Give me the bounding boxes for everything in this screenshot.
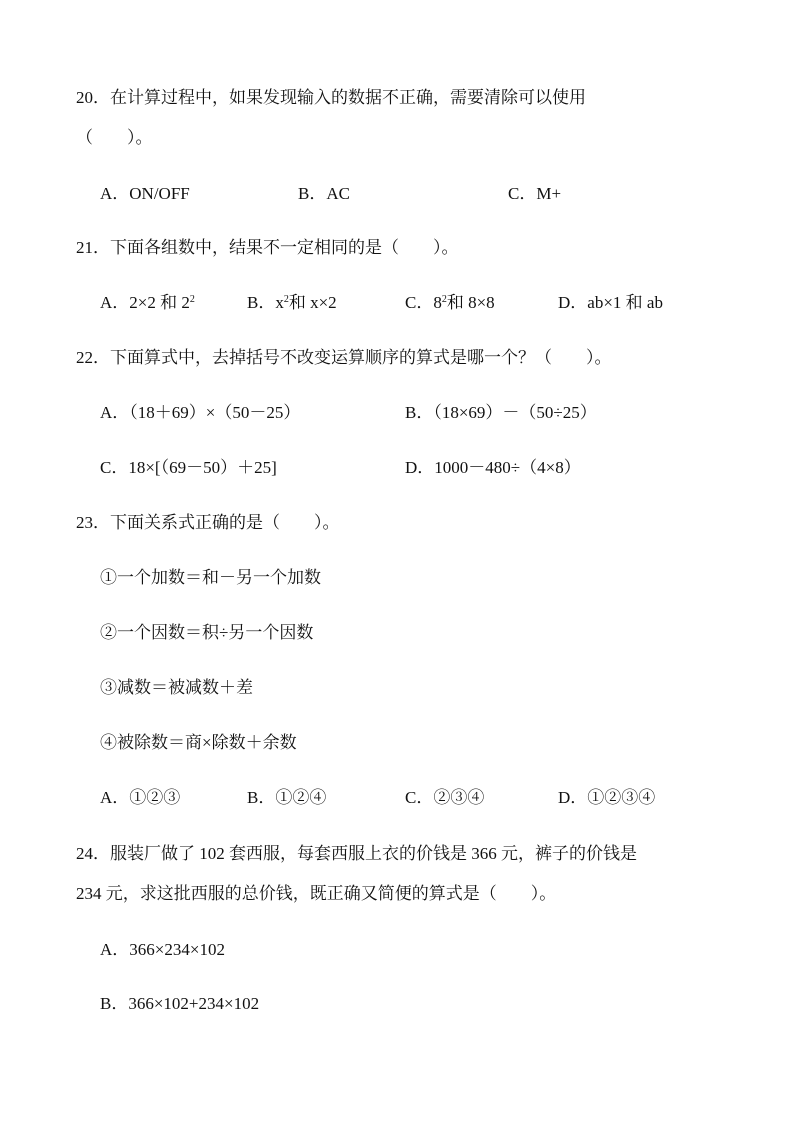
question-24-option-a: A．366×234×102: [100, 940, 225, 959]
question-21-option-d: [558, 292, 663, 314]
question-23-stem: 23．下面关系式正确的是（ ）。: [76, 513, 340, 532]
question-22-option-b: B．（18×69）－（50÷25）: [405, 403, 597, 422]
question-20-stem-line-1: 20．在计算过程中，如果发现输入的数据不正确，需要清除可以使用: [76, 88, 586, 107]
question-22-stem: 22．下面算式中，去掉括号不改变运算顺序的算式是哪一个？（ ）。: [76, 348, 612, 367]
question-23-option-b: B．①②④: [247, 788, 327, 807]
option-c-text-after: 和 8×8: [446, 293, 495, 312]
option-c-text: C．8: [405, 293, 442, 312]
question-20-option-b: B．AC: [298, 184, 350, 203]
question-20-stem-line-2: （ ）。: [76, 128, 153, 147]
question-23-statement-1: ①一个加数＝和－另一个加数: [100, 568, 321, 587]
question-23-option-a: A．①②③: [100, 788, 181, 807]
question-23-option-d: D．①②③④: [558, 788, 656, 807]
question-24-stem-line-1: 24．服装厂做了 102 套西服，每套西服上衣的价钱是 366 元，裤子的价钱是: [76, 844, 637, 863]
option-a-exponent: 2: [189, 294, 195, 305]
question-24-option-b: B．366×102+234×102: [100, 994, 260, 1013]
option-b-text-after: 和 x×2: [288, 293, 337, 312]
option-c-exponent: 2: [441, 294, 447, 305]
option-b-exponent: 2: [283, 294, 289, 305]
question-21-option-b: [247, 292, 337, 314]
question-20-option-c: C．M+: [508, 184, 562, 203]
question-22-option-c: C．18×[（69－50）＋25]: [100, 458, 277, 477]
question-21-option-a: [100, 292, 195, 314]
option-d-text: D．ab×1 和 ab: [558, 293, 663, 312]
option-a-text: A．2×2 和 2: [100, 293, 190, 312]
question-20-option-a: A．ON/OFF: [100, 184, 190, 203]
question-23-statement-3: ③减数＝被减数＋差: [100, 678, 253, 697]
option-b-text: B．x: [247, 293, 284, 312]
question-21-stem: 21．下面各组数中，结果不一定相同的是（ ）。: [76, 238, 459, 257]
question-22-option-a: A．（18＋69）×（50－25）: [100, 403, 301, 422]
question-23-option-c: C．②③④: [405, 788, 485, 807]
question-23-statement-2: ②一个因数＝积÷另一个因数: [100, 623, 314, 642]
question-24-stem-line-2: 234 元，求这批西服的总价钱，既正确又简便的算式是（ ）。: [76, 884, 557, 903]
question-23-statement-4: ④被除数＝商×除数＋余数: [100, 733, 297, 752]
question-22-option-d: D．1000－480÷（4×8）: [405, 458, 581, 477]
question-21-option-c: [405, 292, 495, 314]
